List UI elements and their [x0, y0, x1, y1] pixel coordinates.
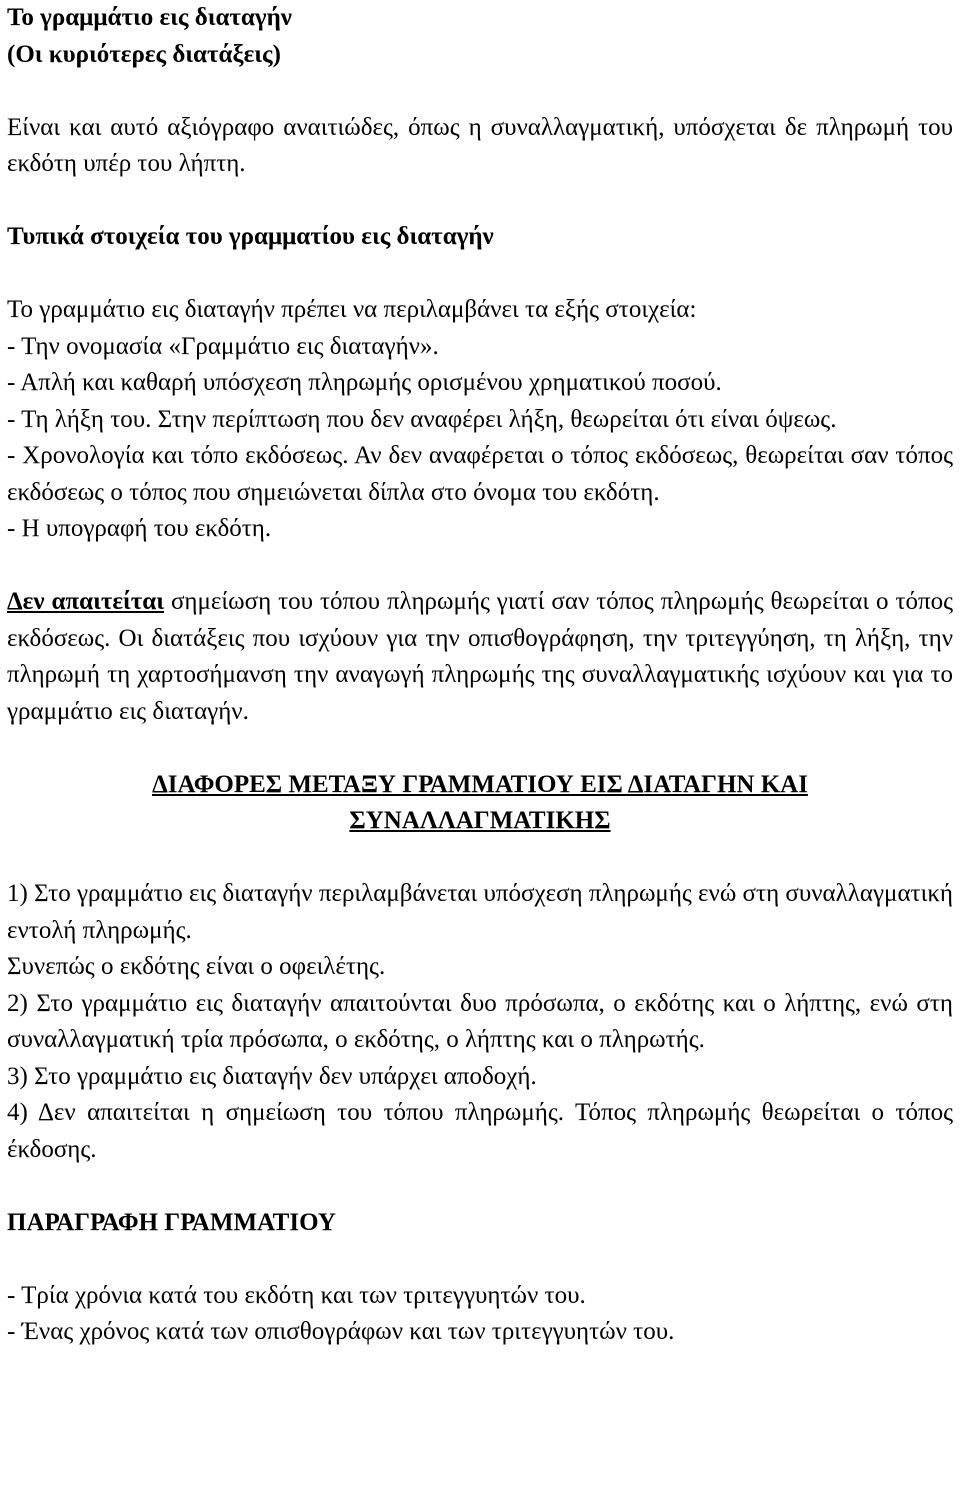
list-item: - Τη λήξη του. Στην περίπτωση που δεν αναφέρει λήξη, θεωρείται ότι είναι όψεως.	[7, 405, 837, 433]
list-item: - Η υπογραφή του εκδότη.	[7, 515, 272, 542]
list-item: - Τρία χρόνια κατά του εκδότη και των τριτεγγυητών του.	[7, 1281, 586, 1309]
spacer	[7, 730, 953, 767]
document-title: Το γραμμάτιο εις διαταγήν	[7, 4, 292, 31]
note-paragraph	[7, 584, 953, 730]
list-item: - Απλή και καθαρή υπόσχεση πληρωμής ορισμένου χρηματικού ποσού.	[7, 369, 722, 396]
spacer	[7, 183, 953, 220]
differences-heading-line1: ΔΙΑΦΟΡΕΣ ΜΕΤΑΞΥ ΓΡΑΜΜΑΤΙΟΥ ΕΙΣ ΔΙΑΤΑΓΗΝ ΚΑΙ	[152, 770, 808, 798]
spacer	[7, 840, 953, 877]
spacer	[7, 1241, 953, 1278]
spacer	[7, 548, 953, 585]
intro-paragraph: Είναι και αυτό αξιόγραφο αναιτιώδες, όπως η συναλλαγματική, υπόσχεται δε πληρωμή του εκδότη υπέρ του λήπτη.	[7, 113, 953, 177]
note-emphasis: Δεν απαιτείται	[7, 588, 165, 615]
prescription-heading: ΠΑΡΑΓΡΑΦΗ ΓΡΑΜΜΑΤΙΟΥ	[7, 1208, 336, 1236]
document-subtitle: (Οι κυριότερες διατάξεις)	[7, 40, 281, 68]
formal-elements-heading: Τυπικά στοιχεία του γραμματίου εις διαταγήν	[7, 223, 494, 250]
list-item: 3) Στο γραμμάτιο εις διαταγήν δεν υπάρχει αποδοχή.	[7, 1062, 537, 1090]
note-text: σημείωση του τόπου πληρωμής γιατί σαν τόπος πληρωμής θεωρείται ο τόπος εκδόσεως. Οι διατάξεις που ισχύουν για την οπισθογράφηση, την τριτεγγύηση, τη λήξη, την πληρωμή τη χαρτοσήμανση την αναγωγή πληρωμής της συναλλαγματικής ισχύουν και για το γραμμάτιο εις διαταγήν.	[7, 588, 954, 725]
list-item: 4) Δεν απαιτείται η σημείωση του τόπου πληρωμής. Τόπος πληρωμής θεωρείται ο τόπος έκδοσης.	[7, 1099, 953, 1163]
formal-elements-lead: Το γραμμάτιο εις διαταγήν πρέπει να περιλαμβάνει τα εξής στοιχεία:	[7, 296, 697, 323]
list-item: - Χρονολογία και τόπο εκδόσεως. Αν δεν αναφέρεται ο τόπος εκδόσεως, θεωρείται σαν τόπος εκδόσεως ο τόπος που σημειώνεται δίπλα στο όνομα του εκδότη.	[7, 442, 953, 506]
spacer	[7, 73, 953, 110]
list-item: 1) Στο γραμμάτιο εις διαταγήν περιλαμβάνεται υπόσχεση πληρωμής ενώ στη συναλλαγματική εντολή πληρωμής.	[7, 880, 953, 944]
list-item: - Ένας χρόνος κατά των οπισθογράφων και των τριτεγγυητών του.	[7, 1318, 675, 1345]
list-item: - Την ονομασία «Γραμμάτιο εις διαταγήν».	[7, 332, 439, 360]
list-item: Συνεπώς ο εκδότης είναι ο οφειλέτης.	[7, 953, 386, 980]
differences-heading	[7, 767, 953, 840]
spacer	[7, 1168, 953, 1205]
list-item: 2) Στο γραμμάτιο εις διαταγήν απαιτούνται δυο πρόσωπα, ο εκδότης και ο λήπτης, ενώ στη συναλλαγματική τρία πρόσωπα, ο εκδότης, ο λήπτης και ο πληρωτής.	[7, 989, 953, 1053]
differences-heading-line2: ΣΥΝΑΛΛΑΓΜΑΤΙΚΗΣ	[349, 807, 611, 834]
spacer	[7, 256, 953, 293]
